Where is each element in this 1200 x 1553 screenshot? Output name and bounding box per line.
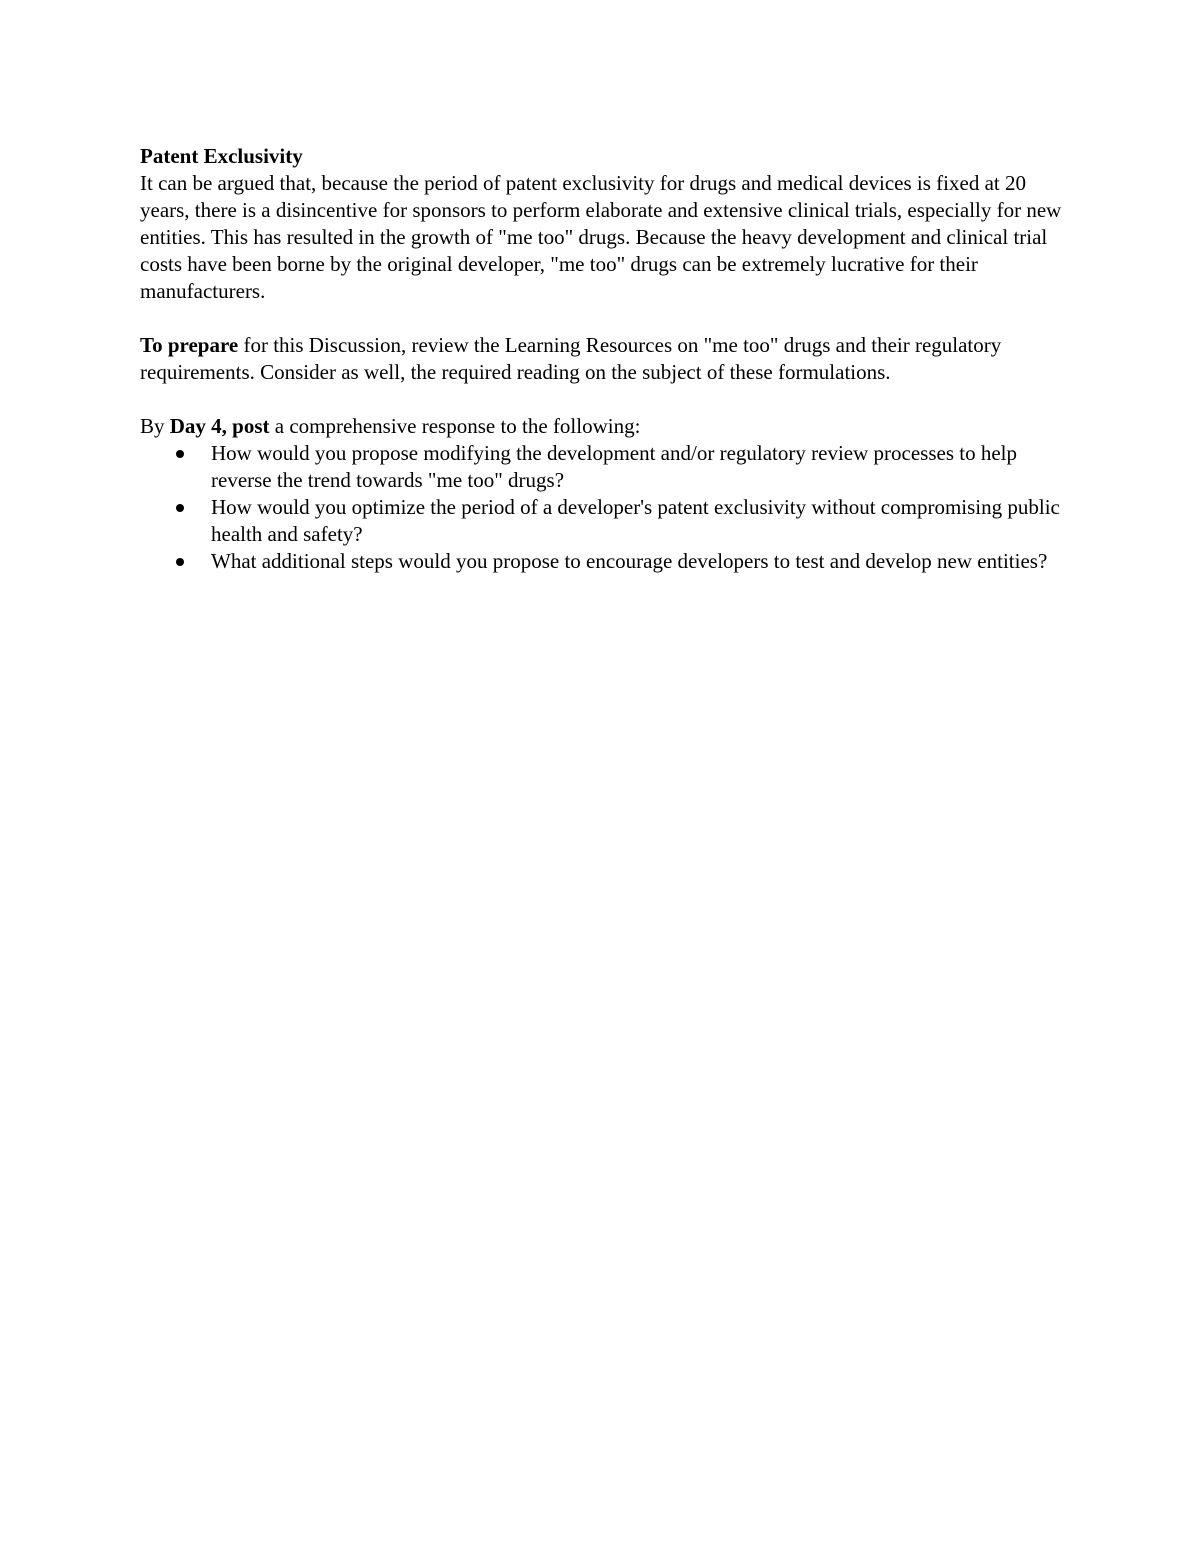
document-title: Patent Exclusivity bbox=[140, 144, 303, 168]
prepare-text: for this Discussion, review the Learning Resources on "me too" drugs and their regulatory requirements. Consider as well, the required reading on the subject of these formulations. bbox=[140, 333, 1002, 384]
prepare-bold-text: To prepare bbox=[140, 333, 239, 357]
bullet-icon bbox=[176, 558, 184, 566]
post-instruction bbox=[140, 413, 1070, 440]
intro-paragraph: It can be argued that, because the period of patent exclusivity for drugs and medical devices is fixed at 20 years, there is a disincentive for sponsors to perform elaborate and extensive clinical trials, especially for new entities. This has resulted in the growth of "me too" drugs. Because the heavy development and clinical trial costs have been borne by the original developer, "me too" drugs can be extremely lucrative for their manufacturers. bbox=[140, 171, 1062, 303]
question-list bbox=[140, 440, 1070, 575]
question-item bbox=[140, 494, 1070, 548]
question-text: How would you propose modifying the development and/or regulatory review processes to help reverse the trend towards "me too" drugs? bbox=[211, 441, 1017, 492]
bullet-icon bbox=[176, 450, 184, 458]
question-item bbox=[140, 440, 1070, 494]
document-page bbox=[140, 143, 1070, 575]
post-deadline-bold: Day 4, post bbox=[169, 414, 270, 438]
post-text: a comprehensive response to the following: bbox=[269, 414, 641, 438]
post-prefix: By bbox=[140, 414, 170, 438]
prepare-paragraph bbox=[140, 332, 1070, 386]
question-text: How would you optimize the period of a developer's patent exclusivity without compromising public health and safety? bbox=[211, 495, 1060, 546]
bullet-icon bbox=[176, 504, 184, 512]
question-text: What additional steps would you propose to encourage developers to test and develop new entities? bbox=[211, 549, 1048, 573]
question-item bbox=[140, 548, 1070, 575]
